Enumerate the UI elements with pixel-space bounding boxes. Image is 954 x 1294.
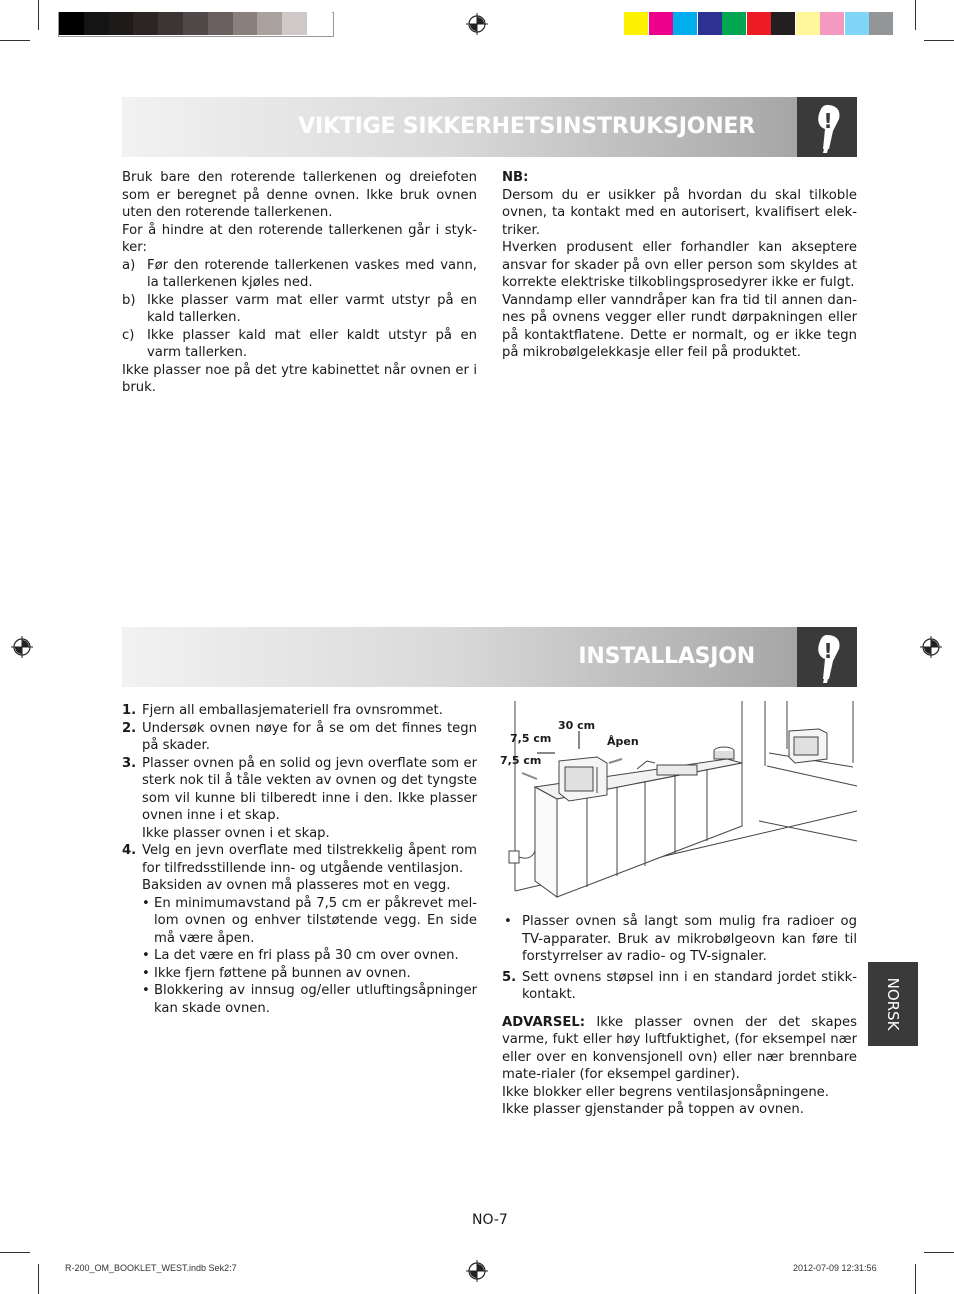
bullet-item: • La det være en fri plass på 30 cm over ovnen. [142,948,459,963]
label-30cm: 30 cm [558,719,596,732]
item-number: 2. [122,720,137,736]
registration-mark-top-icon [466,13,488,35]
item-extra: Ikke plasser ovnen i et skap. [142,825,330,841]
list-text: Ikke plasser varm mat eller varmt utstyr på en kald tallerken. [147,292,477,325]
list-item [122,257,477,292]
language-tab [868,962,918,1046]
section-header-installation [122,627,857,687]
paragraph: Ikke plasser gjenstander på toppen av ovnen. [502,1102,804,1117]
bullet-text: La det være en fri plass på 30 cm over ovnen. [154,948,459,963]
warning-text: Ikke plasser ovnen der det skapes varme, fukt eller høy luftfuktighet, (for eksempel nær eller over en konvensjonell ovn) eller nær brennbare mate-rialer (for eksempel gardiner). [502,1014,857,1082]
safety-left-column [122,169,477,397]
paragraph: Bruk bare den roterende tallerkenen og dreiefoten som er beregnet på denne ovnen. Ikke bruk ovnen uten den roterende tallerkenen. [122,170,477,220]
color-swatch [820,12,844,35]
list-text: Før den roterende tallerkenen vaskes med vann, la tallerkenen kjøles ned. [147,257,477,290]
registration-mark-right-icon [920,636,942,658]
color-swatch [845,12,869,35]
list-text: Ikke plasser kald mat eller kaldt utstyr på en varm tallerken. [147,327,477,360]
bullet-item: • Plasser ovnen så langt som mulig fra radioer og TV-apparater. Bruk av mikrobølgeovn kan føre til forstyrrelser av radio- og TV-signaler. [504,914,857,964]
item-number: 4. [122,843,137,858]
list-marker: b) [122,292,136,308]
footer-file-info: R-200_OM_BOOKLET_WEST.indb Sek2:7 [65,1263,237,1273]
page-number: NO-7 [472,1212,508,1228]
item-number: 3. [122,755,137,771]
gray-swatch [84,12,109,35]
list-item [122,327,477,362]
paragraph: Ikke plasser noe på det ytre kabinettet når ovnen er i bruk. [122,362,477,395]
registration-mark-left-icon [11,636,33,658]
numbered-item [502,969,857,1004]
list-marker: c) [122,327,135,343]
numbered-item [122,720,477,755]
item-text: Plasser ovnen på en solid og jevn overflate som er sterk nok til å tåle vekten av ovnen og det tyngste som vil kunne bli tilberedt inne i den. Ikke plasser ovnen inne i et skap. [142,755,477,823]
numbered-item [122,702,477,720]
bullet-item: • Ikke fjern føttene på bunnen av ovnen. [142,965,411,981]
list-item [122,292,477,327]
list-marker: a) [122,257,136,273]
item-text: Undersøk ovnen nøye for å se om det finnes tegn på skader. [142,720,477,753]
color-swatch [698,12,722,35]
color-swatch [673,12,697,35]
numbered-item [122,755,477,843]
item-text: Sett ovnens støpsel inn i en standard jordet stikk-kontakt. [522,969,857,1002]
bullet-text: Ikke fjern føttene på bunnen av ovnen. [154,965,411,981]
color-swatch [722,12,746,35]
item-number: 1. [122,703,137,718]
item-text: Velg en jevn overflate med tilstrekkelig åpent rom for tilfredsstillende inn- og utgående ventilasjon. [142,843,477,876]
item-text: Fjern all emballasjemateriell fra ovnsrommet. [142,703,443,718]
gray-swatch [208,12,233,35]
color-swatch [624,12,648,35]
gray-swatch [109,12,134,35]
color-swatch [796,12,820,35]
label-open: Åpen [607,735,639,748]
paragraph: Dersom du er usikker på hvordan du skal tilkoble ovnen, ta kontakt med en autorisert, kvalifisert elek-triker. [502,187,857,238]
paragraph: For å hindre at den roterende tallerkenen går i styk-ker: [122,222,477,255]
bullet-item: • En minimumavstand på 7,5 cm er påkrevet mel-lom ovnen og enhver tilstøtende vegg. En side må være åpen. [142,895,477,946]
info-icon [797,627,857,687]
installation-left-column [122,702,477,1017]
color-swatch [869,12,893,35]
bullet-text: Blokkering av innsug og/eller utluftingsåpninger kan skade ovnen. [154,983,477,1016]
registration-mark-bottom-icon [466,1260,488,1282]
language-tab-label: NORSK [884,977,902,1031]
nb-label: NB: [502,170,529,185]
section-title: VIKTIGE SIKKERHETSINSTRUKSJONER [298,114,755,139]
info-icon [797,97,857,157]
gray-swatch [307,12,332,35]
footer-timestamp: 2012-07-09 12:31:56 [793,1263,877,1273]
paragraph: Vanndamp eller vanndråper kan fra tid til annen dan-nes på ovnens vegger eller rundt dørpakningen eller på kontaktflatene. Dette er normalt, og er ikke tegn på mikrobølgelekkasje eller feil på produktet. [502,292,857,360]
bullet-item: • Blokkering av innsug og/eller utluftingsåpninger kan skade ovnen. [142,983,477,1016]
numbered-item [122,842,477,895]
gray-swatch [59,12,84,35]
bullet-text: En minimumavstand på 7,5 cm er påkrevet mel-lom ovnen og enhver tilstøtende vegg. En side må være åpen. [154,895,477,946]
gray-swatch [233,12,258,35]
gray-swatch [282,12,307,35]
gray-swatch [183,12,208,35]
item-extra: Baksiden av ovnen må plasseres mot en vegg. [142,878,451,893]
section-header-safety [122,97,857,157]
gray-swatch [257,12,282,35]
label-7-5cm-side: 7,5 cm [500,754,542,767]
gray-swatch [158,12,183,35]
gray-swatch [133,12,158,35]
svg-text:!: ! [823,109,833,133]
color-swatch [771,12,795,35]
bullet-text: Plasser ovnen så langt som mulig fra radioer og TV-apparater. Bruk av mikrobølgeovn kan føre til forstyrrelser av radio- og TV-signaler. [522,914,857,964]
safety-right-column [502,169,857,362]
bullet-list [122,895,477,1018]
label-7-5cm-top: 7,5 cm [510,732,552,745]
installation-right-column [502,913,857,1119]
section-title: INSTALLASJON [578,644,755,669]
paragraph: Hverken produsent eller forhandler kan akseptere ansvar for skader på ovn eller person som skyldes at korrekte elektriske tilkoblingsprosedyrer ikke er fulgt. [502,240,857,290]
color-swatch [649,12,673,35]
item-number: 5. [502,969,517,985]
svg-text:!: ! [823,639,833,663]
warning-paragraph [502,1014,857,1084]
warning-label: ADVARSEL: [502,1014,586,1030]
color-swatch [747,12,771,35]
paragraph: Ikke blokker eller begrens ventilasjonsåpningene. [502,1084,829,1100]
